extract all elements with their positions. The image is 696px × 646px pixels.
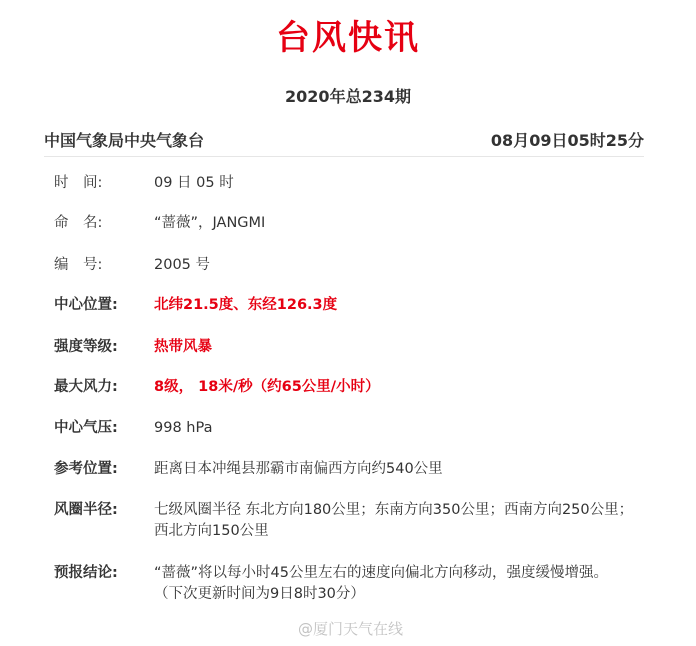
row-value: “蔷薇”，JANGMI bbox=[154, 215, 266, 231]
row-label: 时 间: bbox=[54, 175, 103, 191]
row-label: 风圈半径: bbox=[54, 502, 118, 518]
row-value bbox=[154, 563, 634, 605]
page-title: 台风快讯 bbox=[276, 18, 420, 58]
header-divider bbox=[44, 156, 644, 157]
row-value: 2005 号 bbox=[154, 257, 211, 273]
row-value: 北纬21.5度、东经126.3度 bbox=[154, 297, 338, 313]
row-value: 热带风暴 bbox=[154, 339, 212, 355]
agency-name: 中国气象局中央气象台 bbox=[44, 131, 205, 150]
next-update-note: （下次更新时间为9日8时30分） bbox=[154, 586, 365, 602]
issue-number: 2020年总234期 bbox=[285, 87, 411, 106]
publish-time: 08月09日05时25分 bbox=[490, 131, 644, 150]
row-label: 最大风力: bbox=[54, 379, 118, 395]
row-label: 预报结论: bbox=[54, 565, 118, 581]
forecast-text: “蔷薇”将以每小时45公里左右的速度向偏北方向移动，强度缓慢增强。 bbox=[154, 565, 608, 581]
row-label: 编 号: bbox=[54, 257, 103, 273]
watermark: @厦门天气在线 bbox=[298, 620, 404, 638]
row-value: 距离日本冲绳县那霸市南偏西方向约540公里 bbox=[154, 461, 443, 477]
row-value: 09 日 05 时 bbox=[154, 175, 234, 191]
bulletin-header bbox=[44, 128, 644, 152]
row-label: 命 名: bbox=[54, 215, 103, 231]
row-label: 中心位置: bbox=[54, 297, 118, 313]
row-value: 8级， 18米/秒（约65公里/小时） bbox=[154, 379, 380, 395]
row-label: 强度等级: bbox=[54, 339, 118, 355]
row-label: 中心气压: bbox=[54, 420, 118, 436]
row-label: 参考位置: bbox=[54, 461, 118, 477]
row-value: 998 hPa bbox=[154, 420, 213, 436]
row-value: 七级风圈半径 东北方向180公里；东南方向350公里；西南方向250公里；西北方向150公里 bbox=[154, 502, 634, 539]
